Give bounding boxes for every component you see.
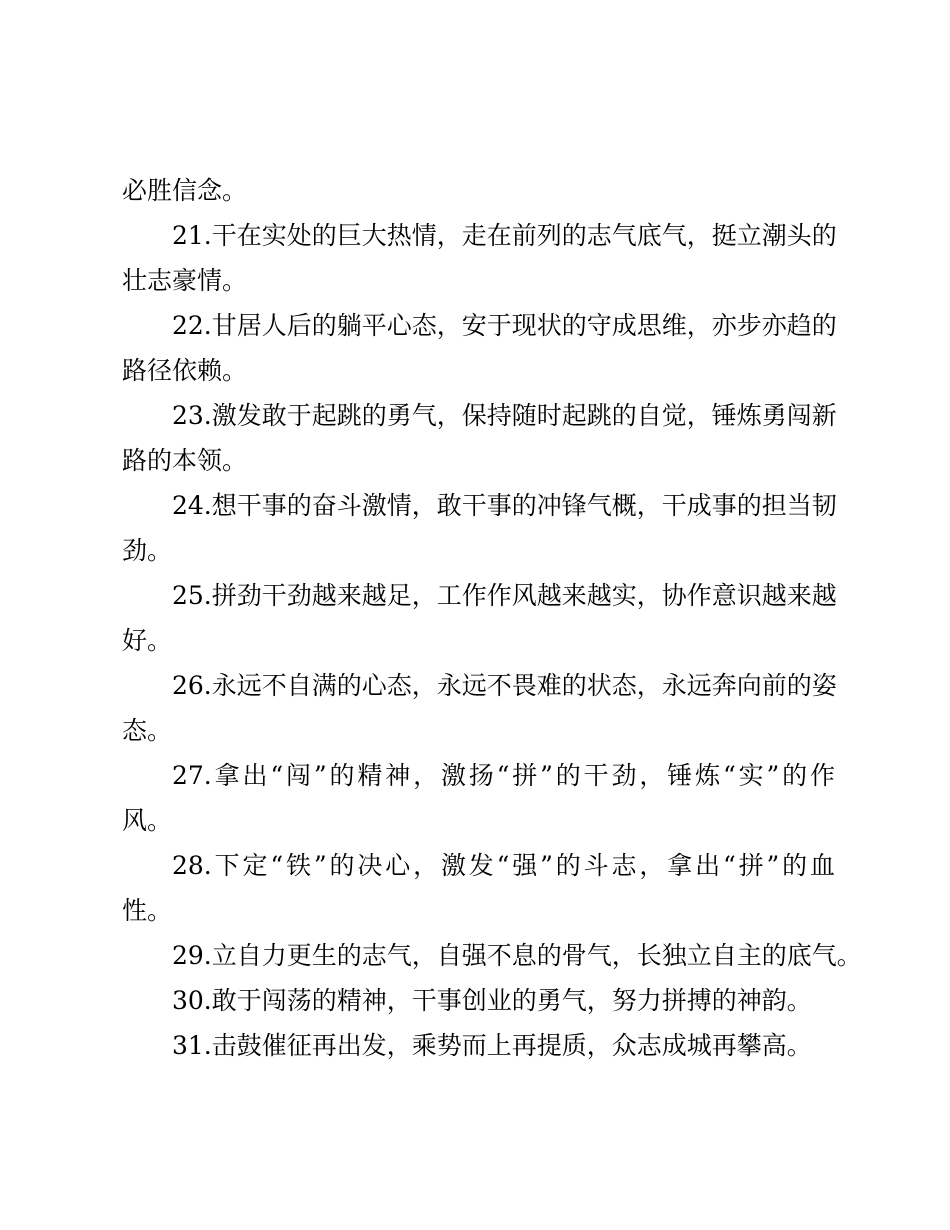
text-line: 态。 [122, 716, 173, 745]
paragraph-continuation [122, 168, 835, 213]
document-body [122, 168, 862, 1068]
text-line: 路径依赖。 [122, 356, 248, 385]
paragraph-item-28 [122, 843, 835, 933]
text-line: 21.干在实处的巨大热情，走在前列的志气底气，挺立潮头的 [172, 221, 837, 250]
text-line: 30.敢于闯荡的精神，干事创业的勇气，努力拼搏的神韵。 [172, 986, 812, 1015]
paragraph-item-24 [122, 483, 835, 573]
text-line: 24.想干事的奋斗激情，敢干事的冲锋气概，干成事的担当韧 [172, 491, 837, 520]
paragraph-item-31 [122, 1023, 835, 1068]
paragraph-item-22 [122, 303, 835, 393]
text-line: 22.甘居人后的躺平心态，安于现状的守成思维，亦步亦趋的 [172, 311, 837, 340]
text-line: 31.击鼓催征再出发，乘势而上再提质，众志成城再攀高。 [172, 1031, 812, 1060]
text-line: 27.拿出“闯”的精神，激扬“拼”的干劲，锤炼“实”的作 [172, 761, 835, 790]
paragraph-item-27 [122, 753, 835, 843]
paragraph-item-26 [122, 663, 835, 753]
text-line: 风。 [122, 806, 173, 835]
text-line: 劲。 [122, 536, 173, 565]
text-line: 25.拼劲干劲越来越足，工作作风越来越实，协作意识越来越 [172, 581, 837, 610]
paragraph-item-23 [122, 393, 835, 483]
text-line: 29.立自力更生的志气，自强不息的骨气，长独立自主的底气。 [172, 941, 862, 970]
text-line: 壮志豪情。 [122, 266, 248, 295]
text-line: 必胜信念。 [122, 176, 248, 205]
text-line: 28.下定“铁”的决心，激发“强”的斗志，拿出“拼”的血 [172, 851, 835, 880]
paragraph-item-21 [122, 213, 835, 303]
text-line: 性。 [122, 896, 173, 925]
text-line: 23.激发敢于起跳的勇气，保持随时起跳的自觉，锤炼勇闯新 [172, 401, 837, 430]
text-line: 路的本领。 [122, 446, 248, 475]
text-line: 好。 [122, 626, 173, 655]
text-line: 26.永远不自满的心态，永远不畏难的状态，永远奔向前的姿 [172, 671, 837, 700]
paragraph-item-30 [122, 978, 835, 1023]
paragraph-item-29 [122, 933, 862, 978]
paragraph-item-25 [122, 573, 835, 663]
